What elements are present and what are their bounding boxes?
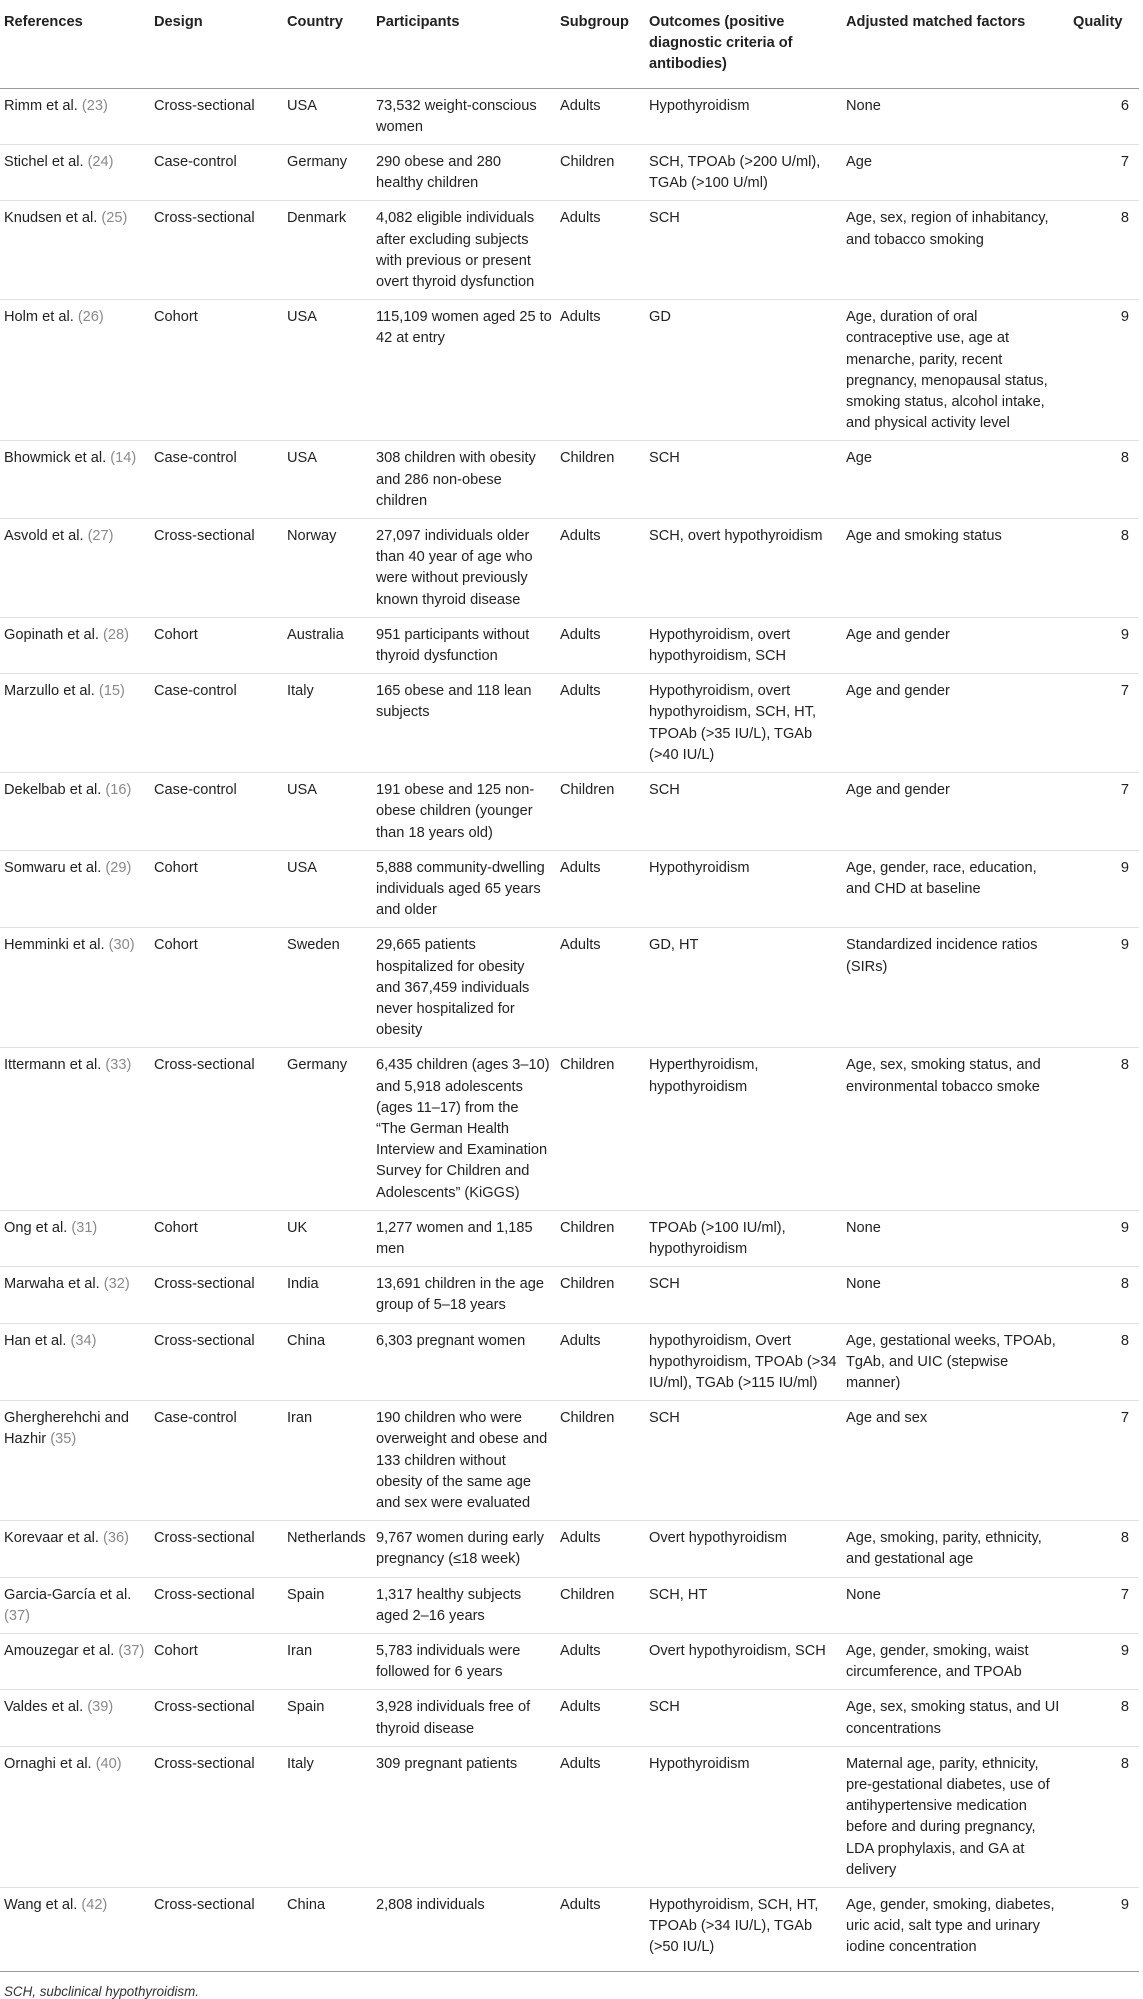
reference-author: Knudsen et al.	[4, 210, 98, 227]
cell-country: Italy	[283, 674, 372, 773]
table-row	[0, 1634, 1139, 1690]
reference-author: Stichel et al.	[4, 154, 84, 171]
reference-citation-link[interactable]: (16)	[105, 782, 132, 799]
cell-outcomes: SCH, HT	[645, 1577, 842, 1633]
reference-author: Marzullo et al.	[4, 683, 95, 700]
cell-reference	[0, 519, 150, 618]
cell-reference	[0, 1634, 150, 1690]
cell-factors: Age, sex, smoking status, and UI concentrations	[842, 1690, 1069, 1746]
cell-design: Cross-sectional	[150, 1048, 283, 1210]
column-header-references: References	[0, 0, 150, 88]
cell-design: Cross-sectional	[150, 1690, 283, 1746]
cell-participants: 6,435 children (ages 3–10) and 5,918 adolescents (ages 11–17) from the “The German Health Interview and Examination Survey for Children and Adolescents” (KiGGS)	[372, 1048, 556, 1210]
cell-outcomes: SCH, TPOAb (>200 U/ml), TGAb (>100 U/ml)	[645, 145, 842, 201]
cell-reference	[0, 1577, 150, 1633]
reference-author: Somwaru et al.	[4, 859, 102, 876]
cell-factors: Maternal age, parity, ethnicity, pre-gestational diabetes, use of antihypertensive medication before and during pregnancy, LDA prophylaxis, and GA at delivery	[842, 1746, 1069, 1887]
cell-outcomes: hypothyroidism, Overt hypothyroidism, TPOAb (>34 IU/ml), TGAb (>115 IU/ml)	[645, 1323, 842, 1401]
cell-quality: 9	[1069, 1634, 1139, 1690]
cell-quality: 7	[1069, 1577, 1139, 1633]
cell-participants: 951 participants without thyroid dysfunction	[372, 617, 556, 673]
reference-citation-link[interactable]: (31)	[71, 1219, 98, 1236]
table-row	[0, 88, 1139, 144]
cell-quality: 8	[1069, 1267, 1139, 1323]
reference-citation-link[interactable]: (23)	[81, 97, 108, 114]
reference-author: Wang et al.	[4, 1897, 78, 1914]
cell-participants: 5,888 community-dwelling individuals aged 65 years and older	[372, 850, 556, 928]
reference-author: Ittermann et al.	[4, 1057, 102, 1074]
cell-quality: 9	[1069, 617, 1139, 673]
cell-reference	[0, 300, 150, 441]
cell-outcomes: Hyperthyroidism, hypothyroidism	[645, 1048, 842, 1210]
table-row	[0, 1690, 1139, 1746]
cell-reference	[0, 1521, 150, 1577]
cell-outcomes: SCH	[645, 1690, 842, 1746]
reference-citation-link[interactable]: (40)	[95, 1755, 122, 1772]
reference-citation-link[interactable]: (42)	[81, 1897, 108, 1914]
cell-design: Case-control	[150, 674, 283, 773]
cell-reference	[0, 1323, 150, 1401]
cell-factors: None	[842, 1267, 1069, 1323]
cell-country: Sweden	[283, 928, 372, 1048]
reference-citation-link[interactable]: (24)	[87, 154, 114, 171]
cell-subgroup: Adults	[556, 1746, 645, 1887]
cell-subgroup: Adults	[556, 1888, 645, 1972]
table-row	[0, 519, 1139, 618]
cell-subgroup: Adults	[556, 201, 645, 300]
reference-citation-link[interactable]: (30)	[108, 937, 135, 954]
reference-author: Amouzegar et al.	[4, 1643, 115, 1659]
cell-outcomes: Hypothyroidism, overt hypothyroidism, SCH	[645, 617, 842, 673]
cell-design: Cross-sectional	[150, 201, 283, 300]
cell-design: Cross-sectional	[150, 1746, 283, 1887]
table-row	[0, 441, 1139, 519]
cell-subgroup: Adults	[556, 1323, 645, 1401]
table-row	[0, 1746, 1139, 1887]
cell-outcomes: GD	[645, 300, 842, 441]
table-row	[0, 145, 1139, 201]
cell-outcomes: Overt hypothyroidism	[645, 1521, 842, 1577]
reference-author: Marwaha et al.	[4, 1276, 100, 1293]
cell-quality: 8	[1069, 1323, 1139, 1401]
cell-reference	[0, 850, 150, 928]
cell-quality: 8	[1069, 519, 1139, 618]
cell-reference	[0, 773, 150, 851]
cell-subgroup: Children	[556, 1577, 645, 1633]
reference-author: Hemminki et al.	[4, 937, 105, 954]
cell-factors: None	[842, 88, 1069, 144]
reference-author: Gopinath et al.	[4, 626, 99, 643]
cell-reference	[0, 1210, 150, 1266]
cell-design: Cross-sectional	[150, 1521, 283, 1577]
cell-participants: 13,691 children in the age group of 5–18 years	[372, 1267, 556, 1323]
reference-author: Korevaar et al.	[4, 1530, 99, 1547]
reference-author: Dekelbab et al.	[4, 782, 102, 799]
cell-design: Cohort	[150, 1634, 283, 1690]
cell-participants: 2,808 individuals	[372, 1888, 556, 1972]
cell-subgroup: Adults	[556, 1521, 645, 1577]
cell-factors: Age, sex, smoking status, and environmental tobacco smoke	[842, 1048, 1069, 1210]
cell-participants: 290 obese and 280 healthy children	[372, 145, 556, 201]
cell-subgroup: Children	[556, 1048, 645, 1210]
cell-factors: Age, gender, race, education, and CHD at baseline	[842, 850, 1069, 928]
table-row	[0, 773, 1139, 851]
reference-citation-link[interactable]: (36)	[102, 1530, 129, 1547]
table-row	[0, 617, 1139, 673]
table-header-row	[0, 0, 1139, 88]
reference-citation-link[interactable]: (14)	[110, 450, 137, 467]
cell-quality: 8	[1069, 1746, 1139, 1887]
cell-factors: Age, gestational weeks, TPOAb, TgAb, and UIC (stepwise manner)	[842, 1323, 1069, 1401]
cell-subgroup: Children	[556, 1267, 645, 1323]
table-footnote: SCH, subclinical hypothyroidism.	[4, 1983, 199, 1999]
table-row	[0, 1401, 1139, 1521]
cell-participants: 5,783 individuals were followed for 6 years	[372, 1634, 556, 1690]
reference-author: Ong et al.	[4, 1219, 68, 1236]
cell-outcomes: SCH	[645, 1267, 842, 1323]
cell-factors: Age, gender, smoking, diabetes, uric acid, salt type and urinary iodine concentration	[842, 1888, 1069, 1972]
reference-citation-link[interactable]: (35)	[50, 1431, 77, 1448]
cell-design: Cross-sectional	[150, 1577, 283, 1633]
cell-quality: 9	[1069, 1888, 1139, 1972]
cell-design: Cross-sectional	[150, 88, 283, 144]
cell-country: Italy	[283, 1746, 372, 1887]
table-row	[0, 928, 1139, 1048]
cell-subgroup: Adults	[556, 88, 645, 144]
cell-subgroup: Adults	[556, 1634, 645, 1690]
cell-outcomes: SCH	[645, 1401, 842, 1521]
column-header-design: Design	[150, 0, 283, 88]
cell-quality: 7	[1069, 1401, 1139, 1521]
cell-quality: 9	[1069, 850, 1139, 928]
cell-participants: 6,303 pregnant women	[372, 1323, 556, 1401]
cell-subgroup: Adults	[556, 674, 645, 773]
cell-participants: 73,532 weight-conscious women	[372, 88, 556, 144]
cell-subgroup: Adults	[556, 850, 645, 928]
cell-subgroup: Adults	[556, 617, 645, 673]
column-header-outcomes: Outcomes (positive diagnostic criteria of antibodies)	[645, 0, 842, 88]
reference-author: Han et al.	[4, 1332, 67, 1349]
cell-country: Iran	[283, 1401, 372, 1521]
cell-quality: 8	[1069, 1048, 1139, 1210]
cell-factors: Age	[842, 441, 1069, 519]
cell-quality: 7	[1069, 145, 1139, 201]
reference-author: Ornaghi et al.	[4, 1755, 92, 1772]
cell-outcomes: Overt hypothyroidism, SCH	[645, 1634, 842, 1690]
reference-author: Ghergherehchi and Hazhir	[4, 1410, 129, 1448]
cell-design: Cross-sectional	[150, 1888, 283, 1972]
cell-design: Cohort	[150, 928, 283, 1048]
cell-subgroup: Adults	[556, 519, 645, 618]
cell-quality: 7	[1069, 674, 1139, 773]
cell-reference	[0, 674, 150, 773]
cell-reference	[0, 1401, 150, 1521]
cell-factors: None	[842, 1577, 1069, 1633]
column-header-quality: Quality	[1069, 0, 1139, 88]
cell-design: Cohort	[150, 617, 283, 673]
cell-quality: 8	[1069, 1521, 1139, 1577]
cell-reference	[0, 88, 150, 144]
cell-participants: 4,082 eligible individuals after excluding subjects with previous or present overt thyroid dysfunction	[372, 201, 556, 300]
cell-participants: 3,928 individuals free of thyroid disease	[372, 1690, 556, 1746]
reference-author: Valdes et al.	[4, 1699, 84, 1716]
table-row	[0, 1577, 1139, 1633]
column-header-factors: Adjusted matched factors	[842, 0, 1069, 88]
cell-participants: 309 pregnant patients	[372, 1746, 556, 1887]
reference-citation-link[interactable]: (39)	[87, 1699, 114, 1716]
table-row	[0, 1323, 1139, 1401]
table-body	[0, 88, 1139, 1971]
cell-design: Case-control	[150, 773, 283, 851]
cell-design: Cohort	[150, 1210, 283, 1266]
cell-factors: Age, gender, smoking, waist circumference, and TPOAb	[842, 1634, 1069, 1690]
cell-subgroup: Adults	[556, 1690, 645, 1746]
cell-factors: Age and gender	[842, 773, 1069, 851]
cell-design: Cohort	[150, 300, 283, 441]
cell-country: Iran	[283, 1634, 372, 1690]
cell-subgroup: Children	[556, 145, 645, 201]
reference-citation-link[interactable]: (28)	[103, 626, 129, 643]
cell-quality: 8	[1069, 1690, 1139, 1746]
cell-country: USA	[283, 773, 372, 851]
cell-subgroup: Adults	[556, 300, 645, 441]
cell-country: Spain	[283, 1690, 372, 1746]
cell-subgroup: Adults	[556, 928, 645, 1048]
reference-author: Garcia-García et al.	[4, 1586, 132, 1603]
cell-country: USA	[283, 850, 372, 928]
cell-quality: 8	[1069, 201, 1139, 300]
cell-reference	[0, 1888, 150, 1972]
cell-country: USA	[283, 300, 372, 441]
cell-factors: Standardized incidence ratios (SIRs)	[842, 928, 1069, 1048]
reference-author: Asvold et al.	[4, 528, 84, 545]
cell-country: USA	[283, 441, 372, 519]
cell-factors: Age and gender	[842, 617, 1069, 673]
cell-country: Spain	[283, 1577, 372, 1633]
cell-reference	[0, 201, 150, 300]
cell-subgroup: Children	[556, 441, 645, 519]
cell-reference	[0, 617, 150, 673]
cell-country: Germany	[283, 145, 372, 201]
column-header-subgroup: Subgroup	[556, 0, 645, 88]
table-row	[0, 300, 1139, 441]
table-row	[0, 1888, 1139, 1972]
cell-participants: 27,097 individuals older than 40 year of age who were without previously known thyroid disease	[372, 519, 556, 618]
cell-quality: 9	[1069, 300, 1139, 441]
reference-citation-link[interactable]: (32)	[103, 1276, 130, 1293]
reference-citation-link[interactable]: (34)	[70, 1332, 97, 1349]
cell-reference	[0, 1267, 150, 1323]
cell-factors: Age and gender	[842, 674, 1069, 773]
cell-outcomes: Hypothyroidism	[645, 850, 842, 928]
cell-participants: 29,665 patients hospitalized for obesity and 367,459 individuals never hospitalized for obesity	[372, 928, 556, 1048]
cell-factors: Age, smoking, parity, ethnicity, and gestational age	[842, 1521, 1069, 1577]
cell-design: Case-control	[150, 145, 283, 201]
cell-outcomes: Hypothyroidism, overt hypothyroidism, SCH, HT, TPOAb (>35 IU/L), TGAb (>40 IU/L)	[645, 674, 842, 773]
cell-design: Cross-sectional	[150, 1323, 283, 1401]
table-row	[0, 1521, 1139, 1577]
cell-design: Cohort	[150, 850, 283, 928]
cell-quality: 7	[1069, 773, 1139, 851]
cell-design: Case-control	[150, 1401, 283, 1521]
cell-reference	[0, 1048, 150, 1210]
cell-factors: Age and sex	[842, 1401, 1069, 1521]
cell-factors: Age	[842, 145, 1069, 201]
table-row	[0, 674, 1139, 773]
cell-participants: 1,277 women and 1,185 men	[372, 1210, 556, 1266]
cell-country: Germany	[283, 1048, 372, 1210]
cell-factors: Age, sex, region of inhabitancy, and tobacco smoking	[842, 201, 1069, 300]
cell-country: Denmark	[283, 201, 372, 300]
cell-country: USA	[283, 88, 372, 144]
cell-outcomes: Hypothyroidism, SCH, HT, TPOAb (>34 IU/L), TGAb (>50 IU/L)	[645, 1888, 842, 1972]
cell-outcomes: TPOAb (>100 IU/ml), hypothyroidism	[645, 1210, 842, 1266]
cell-country: UK	[283, 1210, 372, 1266]
table-row	[0, 1048, 1139, 1210]
cell-country: Netherlands	[283, 1521, 372, 1577]
cell-outcomes: SCH, overt hypothyroidism	[645, 519, 842, 618]
column-header-country: Country	[283, 0, 372, 88]
table-row	[0, 1267, 1139, 1323]
cell-quality: 8	[1069, 441, 1139, 519]
cell-quality: 6	[1069, 88, 1139, 144]
cell-factors: None	[842, 1210, 1069, 1266]
reference-citation-link[interactable]: (33)	[105, 1057, 132, 1074]
reference-author: Holm et al.	[4, 309, 74, 326]
cell-quality: 9	[1069, 928, 1139, 1048]
cell-subgroup: Children	[556, 1210, 645, 1266]
cell-country: India	[283, 1267, 372, 1323]
cell-design: Cross-sectional	[150, 1267, 283, 1323]
cell-reference	[0, 1690, 150, 1746]
cell-reference	[0, 145, 150, 201]
cell-participants: 308 children with obesity and 286 non-obese children	[372, 441, 556, 519]
cell-outcomes: SCH	[645, 773, 842, 851]
cell-reference	[0, 928, 150, 1048]
cell-country: China	[283, 1888, 372, 1972]
cell-country: China	[283, 1323, 372, 1401]
cell-outcomes: SCH	[645, 441, 842, 519]
reference-citation-link[interactable]: (37)	[4, 1607, 30, 1624]
cell-outcomes: GD, HT	[645, 928, 842, 1048]
reference-citation-link[interactable]: (29)	[105, 859, 132, 876]
cell-design: Case-control	[150, 441, 283, 519]
cell-country: Norway	[283, 519, 372, 618]
cell-participants: 1,317 healthy subjects aged 2–16 years	[372, 1577, 556, 1633]
cell-subgroup: Children	[556, 1401, 645, 1521]
reference-citation-link[interactable]: (37)	[118, 1643, 145, 1659]
cell-quality: 9	[1069, 1210, 1139, 1266]
reference-citation-link[interactable]: (15)	[98, 683, 125, 700]
cell-participants: 9,767 women during early pregnancy (≤18 week)	[372, 1521, 556, 1577]
cell-outcomes: Hypothyroidism	[645, 1746, 842, 1887]
cell-subgroup: Children	[556, 773, 645, 851]
cell-country: Australia	[283, 617, 372, 673]
cell-participants: 165 obese and 118 lean subjects	[372, 674, 556, 773]
table-row	[0, 850, 1139, 928]
cell-outcomes: Hypothyroidism	[645, 88, 842, 144]
reference-author: Bhowmick et al.	[4, 450, 107, 467]
cell-participants: 115,109 women aged 25 to 42 at entry	[372, 300, 556, 441]
reference-author: Rimm et al.	[4, 97, 78, 114]
cell-reference	[0, 441, 150, 519]
reference-citation-link[interactable]: (25)	[101, 210, 128, 227]
reference-citation-link[interactable]: (26)	[77, 309, 104, 326]
cell-outcomes: SCH	[645, 201, 842, 300]
cell-factors: Age, duration of oral contraceptive use, age at menarche, parity, recent pregnancy, menopausal status, smoking status, alcohol intake, and physical activity level	[842, 300, 1069, 441]
cell-factors: Age and smoking status	[842, 519, 1069, 618]
table-row	[0, 201, 1139, 300]
cell-reference	[0, 1746, 150, 1887]
cell-participants: 191 obese and 125 non-obese children (younger than 18 years old)	[372, 773, 556, 851]
reference-citation-link[interactable]: (27)	[87, 528, 114, 545]
cell-design: Cross-sectional	[150, 519, 283, 618]
column-header-participants: Participants	[372, 0, 556, 88]
cell-participants: 190 children who were overweight and obese and 133 children without obesity of the same age and sex were evaluated	[372, 1401, 556, 1521]
table-row	[0, 1210, 1139, 1266]
